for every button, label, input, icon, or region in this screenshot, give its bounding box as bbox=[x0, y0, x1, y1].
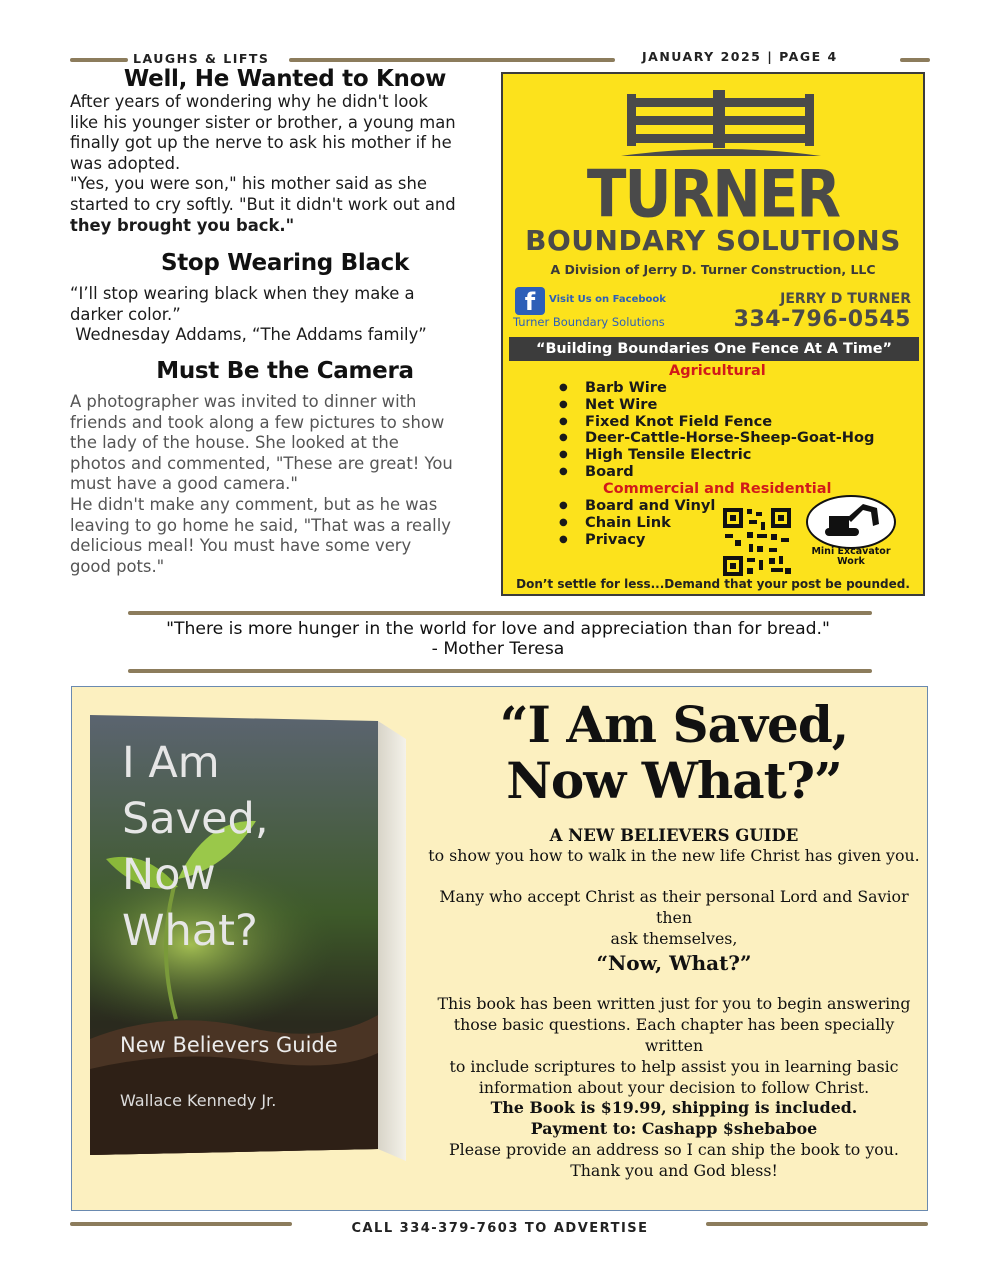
intro-line: Many who accept Christ as their personal Lord and Savior then bbox=[439, 887, 909, 927]
joke-line: like his younger sister or brother, a young man bbox=[70, 112, 456, 132]
thanks-line: Thank you and God bless! bbox=[570, 1161, 778, 1180]
list-item: ● Barb Wire bbox=[559, 380, 874, 397]
advertise-line: CALL 334-379-7603 TO ADVERTISE bbox=[351, 1221, 649, 1236]
cover-title-line: I Am bbox=[122, 738, 220, 788]
address-line: Please provide an address so I can ship the book to you. bbox=[449, 1140, 899, 1159]
quote-rule-top bbox=[128, 611, 872, 615]
header-rule-mid bbox=[289, 58, 615, 62]
section-label: LAUGHS & LIFTS bbox=[133, 51, 270, 66]
description-line: This book has been written just for you to begin answering bbox=[437, 994, 911, 1013]
excavator-icon bbox=[803, 494, 899, 550]
list-item: ● Fixed Knot Field Fence bbox=[559, 414, 874, 431]
list-item: ● Net Wire bbox=[559, 397, 874, 414]
guide-subtitle: to show you how to walk in the new life Christ has given you. bbox=[428, 846, 920, 865]
cover-title-line: Now bbox=[122, 850, 216, 900]
ad-footer: Don’t settle for less...Demand that your post be pounded. bbox=[516, 577, 910, 591]
footer-rule-right bbox=[706, 1222, 928, 1226]
description-paragraph bbox=[424, 993, 924, 1098]
now-what-heading: “Now, What?” bbox=[596, 951, 752, 975]
joke-title: Must Be the Camera bbox=[156, 357, 414, 384]
quote-rule-bottom bbox=[128, 669, 872, 673]
joke-body bbox=[70, 284, 500, 346]
list-item: ● High Tensile Electric bbox=[559, 447, 874, 464]
list-item: ● Privacy bbox=[559, 532, 715, 549]
issue-label: JANUARY 2025 | PAGE 4 bbox=[642, 49, 838, 64]
agricultural-list bbox=[559, 380, 874, 481]
list-item: ● Deer-Cattle-Horse-Sheep-Goat-Hog bbox=[559, 430, 874, 447]
quote-block bbox=[70, 619, 926, 659]
slogan: “Building Boundaries One Fence At A Time” bbox=[536, 341, 892, 357]
joke-line: Wednesday Addams, “The Addams family” bbox=[70, 325, 427, 345]
joke-line: leaving to go home he said, "That was a really bbox=[70, 515, 451, 535]
joke-line: "Yes, you were son," his mother said as she bbox=[70, 174, 427, 194]
joke-line: finally got up the nerve to ask his mother if he bbox=[70, 133, 452, 153]
quote-author: - Mother Teresa bbox=[431, 639, 565, 659]
joke-line: must have a good camera." bbox=[70, 474, 298, 494]
book-headline bbox=[424, 697, 924, 809]
qr-code-icon[interactable] bbox=[721, 506, 793, 578]
description-line: those basic questions. Each chapter has been specially written bbox=[453, 1015, 895, 1055]
joke-line: started to cry softly. "But it didn't work out and bbox=[70, 194, 456, 214]
cover-title bbox=[122, 735, 269, 959]
joke-body bbox=[70, 92, 500, 236]
excavator-line: Work bbox=[837, 556, 865, 567]
agricultural-heading: Agricultural bbox=[669, 363, 766, 379]
joke-body bbox=[70, 392, 500, 577]
commercial-list bbox=[559, 498, 715, 548]
joke-line: friends and took along a few pictures to show bbox=[70, 412, 445, 432]
joke-line: delicious meal! You must have some very bbox=[70, 536, 412, 556]
facebook-page-name[interactable]: Turner Boundary Solutions bbox=[513, 315, 665, 329]
joke-line: A photographer was invited to dinner with bbox=[70, 391, 417, 411]
joke-punchline: they brought you back." bbox=[70, 215, 295, 235]
joke-line: good pots." bbox=[70, 556, 165, 576]
book-ad bbox=[71, 686, 928, 1211]
payment-line: Payment to: Cashapp $shebaboe bbox=[530, 1119, 818, 1138]
facebook-icon[interactable]: f bbox=[515, 287, 545, 315]
joke-line: darker color.” bbox=[70, 304, 181, 324]
list-item: ● Board bbox=[559, 464, 874, 481]
owner-name: JERRY D TURNER bbox=[780, 291, 911, 307]
excavator-caption bbox=[803, 547, 899, 567]
joke-line: “I’ll stop wearing black when they make a bbox=[70, 284, 415, 304]
price-line: The Book is $19.99, shipping is included. bbox=[490, 1098, 858, 1117]
cover-title-line: Saved, bbox=[122, 794, 269, 844]
excavator-line: Mini Excavator bbox=[811, 546, 891, 557]
facebook-label[interactable]: Visit Us on Facebook bbox=[549, 294, 666, 305]
cover-subtitle: New Believers Guide bbox=[120, 1033, 338, 1057]
brand-name: TURNER bbox=[586, 155, 840, 233]
joke-line: photos and commented, "These are great! You bbox=[70, 453, 453, 473]
headline-line: Now What?” bbox=[506, 751, 842, 810]
header-rule-left bbox=[70, 58, 128, 62]
headline-line: “I Am Saved, bbox=[499, 695, 849, 754]
joke-line: After years of wondering why he didn't look bbox=[70, 92, 428, 111]
list-item: ● Chain Link bbox=[559, 515, 715, 532]
description-line: information about your decision to follow Christ. bbox=[478, 1078, 870, 1097]
brand-subtitle: BOUNDARY SOLUTIONS bbox=[525, 224, 901, 257]
joke-line: was adopted. bbox=[70, 153, 181, 173]
list-item: ● Board and Vinyl bbox=[559, 498, 715, 515]
description-line: to include scriptures to help assist you in learning basic bbox=[449, 1057, 899, 1076]
quote-text: "There is more hunger in the world for love and appreciation than for bread." bbox=[166, 619, 830, 639]
commercial-heading: Commercial and Residential bbox=[603, 481, 832, 497]
joke-title: Well, He Wanted to Know bbox=[123, 66, 447, 92]
guide-label: A NEW BELIEVERS GUIDE bbox=[549, 826, 799, 845]
joke-line: He didn't make any comment, but as he was bbox=[70, 494, 438, 514]
joke-line: the lady of the house. She looked at the bbox=[70, 433, 399, 453]
turner-ad bbox=[501, 72, 925, 596]
intro-paragraph bbox=[424, 886, 924, 949]
jokes-column bbox=[70, 66, 500, 577]
division-label: A Division of Jerry D. Turner Construction, LLC bbox=[550, 262, 876, 277]
slogan-bar bbox=[509, 337, 919, 361]
cover-author: Wallace Kennedy Jr. bbox=[120, 1091, 277, 1110]
header-rule-right bbox=[900, 58, 930, 62]
book-cover bbox=[86, 709, 412, 1171]
cover-title-line: What? bbox=[122, 906, 258, 956]
joke-title: Stop Wearing Black bbox=[160, 250, 410, 277]
fence-logo-icon bbox=[621, 90, 821, 158]
phone-number[interactable]: 334-796-0545 bbox=[733, 307, 911, 332]
intro-line: ask themselves, bbox=[610, 929, 738, 948]
